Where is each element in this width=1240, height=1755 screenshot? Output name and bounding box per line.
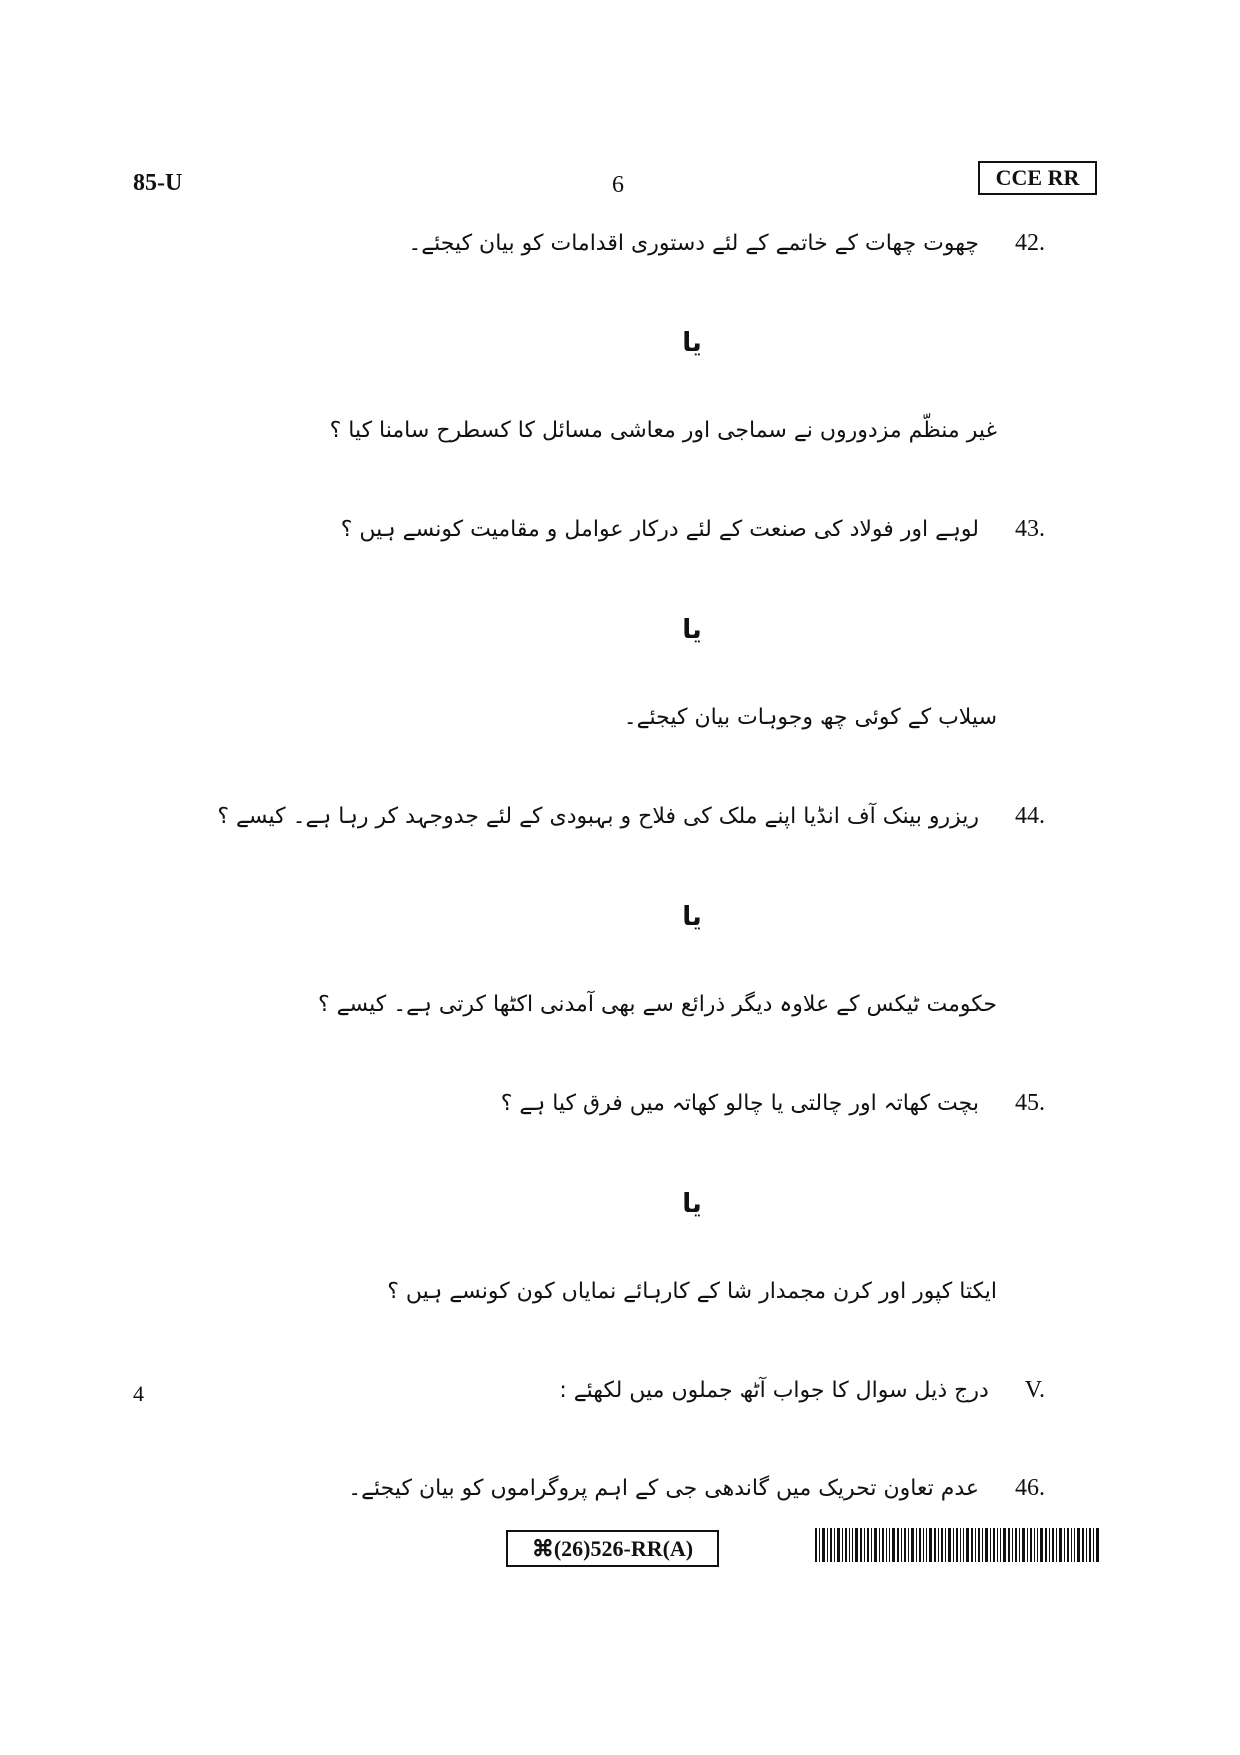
question-text: بچت کھاتہ اور چالتی یا چالو کھاتہ میں فرق کیا ہے ؟ (500, 1091, 979, 1116)
section-text: درج ذیل سوال کا جواب آٹھ جملوں میں لکھئے : (559, 1378, 989, 1403)
question-number: 43. (1015, 516, 1045, 542)
or-label: یا (682, 1189, 702, 1219)
question-45 (501, 1090, 1045, 1117)
question-text: چھوت چھات کے خاتمے کے لئے دستوری اقدامات کو بیان کیجئے۔ (408, 231, 979, 256)
alt-question-42: غیر منظّم مزدوروں نے سماجی اور معاشی مسائل کا کسطرح سامنا کیا ؟ (329, 418, 997, 443)
exam-label: CCE RR (995, 165, 1080, 190)
alt-question-45: ایکتا کپور اور کرن مجمدار شا کے کارہائے نمایاں کون کونسے ہیں ؟ (387, 1279, 997, 1304)
question-42 (408, 230, 1045, 257)
question-44 (217, 803, 1045, 830)
footer-code-box (506, 1530, 719, 1567)
section-number: V. (1024, 1377, 1045, 1403)
question-number: 45. (1015, 1090, 1045, 1116)
question-text: لوہے اور فولاد کی صنعت کے لئے درکار عوامل و مقامیت کونسے ہیں ؟ (340, 517, 979, 542)
question-number: 46. (1015, 1475, 1045, 1501)
paper-code: 85-U (133, 170, 183, 196)
footer-code: ⌘(26)526-RR(A) (531, 1536, 694, 1561)
section-instruction (559, 1377, 1045, 1404)
question-text: عدم تعاون تحریک میں گاندھی جی کے اہم پروگراموں کو بیان کیجئے۔ (348, 1476, 979, 1501)
or-label: یا (682, 328, 702, 358)
question-number: 42. (1015, 230, 1045, 256)
question-46 (348, 1475, 1045, 1502)
question-43 (341, 516, 1045, 543)
section-marks: 4 (133, 1381, 144, 1406)
alt-question-44: حکومت ٹیکس کے علاوہ دیگر ذرائع سے بھی آمدنی اکٹھا کرتی ہے۔ کیسے ؟ (317, 992, 997, 1017)
exam-label-box (978, 161, 1097, 195)
page-number: 6 (612, 172, 624, 198)
question-text: ریزرو بینک آف انڈیا اپنے ملک کی فلاح و بہبودی کے لئے جدوجہد کر رہا ہے۔ کیسے ؟ (217, 804, 979, 829)
question-number: 44. (1015, 803, 1045, 829)
alt-question-43: سیلاب کے کوئی چھ وجوہات بیان کیجئے۔ (623, 705, 997, 730)
or-label: یا (682, 615, 702, 645)
or-label: یا (682, 902, 702, 932)
barcode-icon (815, 1528, 1100, 1562)
